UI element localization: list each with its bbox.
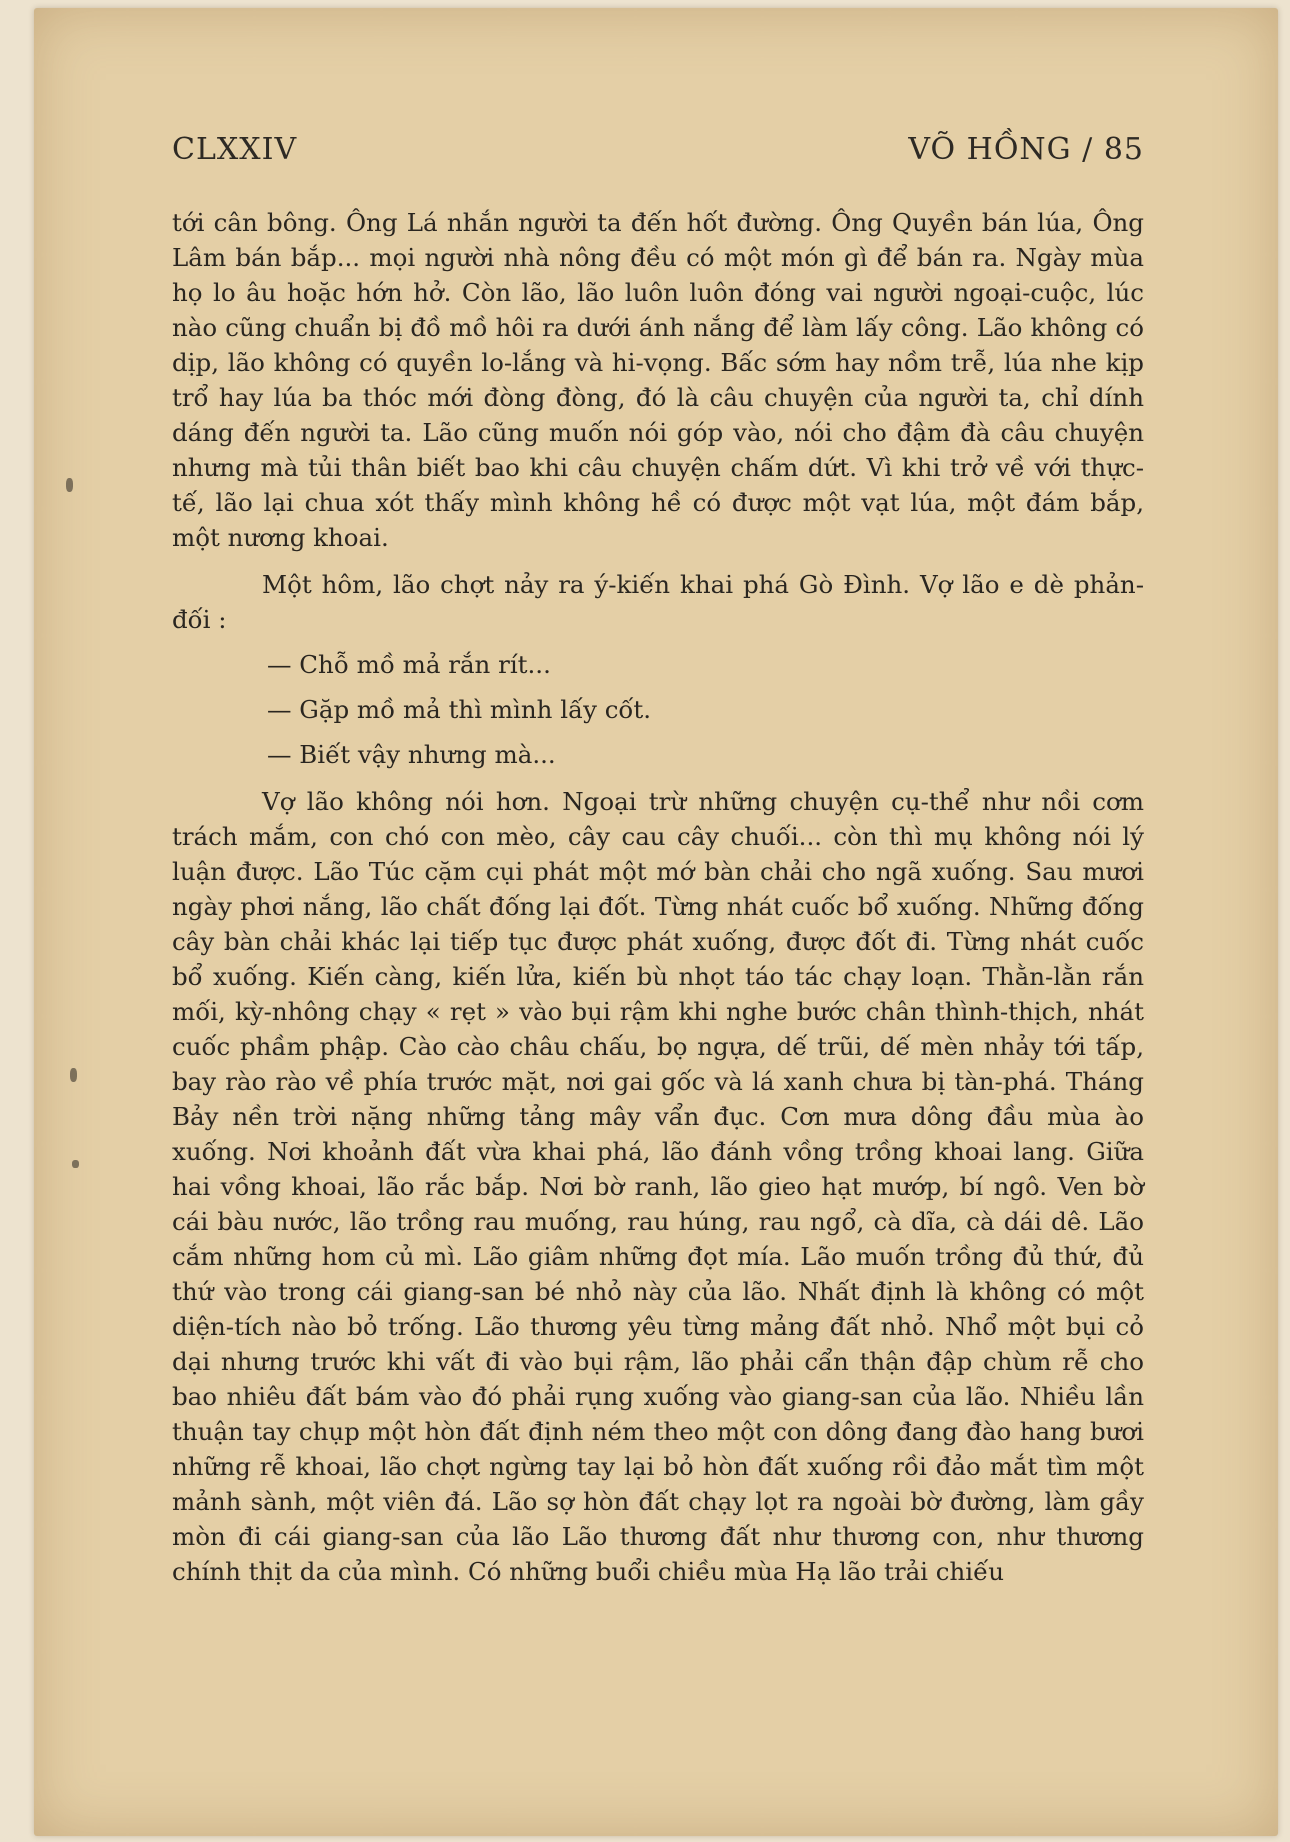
page-header — [172, 132, 1144, 176]
dialogue-line: — Gặp mồ mả thì mình lấy cốt. — [267, 695, 652, 724]
author-page-number: VÕ HỒNG / 85 — [908, 132, 1144, 167]
dialogue-line: — Biết vậy nhưng mà... — [267, 740, 556, 769]
ink-spot — [70, 1068, 77, 1082]
ink-spot — [66, 478, 73, 492]
volume-number: CLXXIV — [172, 132, 298, 167]
dialogue-line: — Chỗ mồ mả rắn rít... — [267, 650, 551, 679]
ink-spot — [72, 1160, 79, 1168]
paragraph: tới cân bông. Ông Lá nhắn người ta đến hốt đường. Ông Quyền bán lúa, Ông Lâm bán bắp... mọi người nhà nông đều có một món gì để bán ra. Ngày mùa họ lo âu hoặc hớn hở. Còn lão, lão luôn luôn đóng vai người ngoại-cuộc, lúc nào cũng chuẩn bị đồ mồ hôi ra dưới ánh nắng để làm lấy công. Lão không có dịp, lão không có quyền lo-lắng và hi-vọng. Bấc sớm hay nồm trễ, lúa nhe kịp trổ hay lúa ba thóc mới đòng đòng, đó là câu chuyện của người ta, chỉ dính dáng đến người ta. Lão cũng muốn nói góp vào, nói cho đậm đà câu chuyện nhưng mà tủi thân biết bao khi câu chuyện chấm dứt. Vì khi trở về với thực-tế, lão lại chua xót thấy mình không hề có được một vạt lúa, một đám bắp, một nương khoai. — [172, 208, 1144, 552]
paragraph: Vợ lão không nói hơn. Ngoại trừ những chuyện cụ-thể như nồi cơm trách mắm, con chó con mèo, cây cau cây chuối... còn thì mụ không nói lý luận được. Lão Túc cặm cụi phát một mớ bàn chải cho ngã xuống. Sau mươi ngày phơi nắng, lão chất đống lại đốt. Từng nhát cuốc bổ xuống. Những đống cây bàn chải khác lại tiếp tục được phát xuống, được đốt đi. Từng nhát cuốc bổ xuống. Kiến càng, kiến lửa, kiến bù nhọt táo tác chạy loạn. Thằn-lằn rắn mối, kỳ-nhông chạy « rẹt » vào bụi rậm khi nghe bước chân thình-thịch, nhát cuốc phầm phập. Cào cào châu chấu, bọ ngựa, dế trũi, dế mèn nhảy tới tấp, bay rào rào về phía trước mặt, nơi gai gốc và lá xanh chưa bị tàn-phá. Tháng Bảy nền trời nặng những tảng mây vẩn đục. Cơn mưa dông đầu mùa ào xuống. Nơi khoảnh đất vừa khai phá, lão đánh vồng trồng khoai lang. Giữa hai vồng khoai, lão rắc bắp. Nơi bờ ranh, lão gieo hạt mướp, bí ngô. Ven bờ cái bàu nước, lão trồng rau muống, rau húng, rau ngổ, cà dĩa, cà dái dê. Lão cắm những hom củ mì. Lão giâm những đọt mía. Lão muốn trồng đủ thứ, đủ thứ vào trong cái giang-san bé nhỏ này của lão. Nhất định là không có một diện-tích nào bỏ trống. Lão thương yêu từng mảng đất nhỏ. Nhổ một bụi cỏ dại nhưng trước khi vất đi vào bụi rậm, lão phải cẩn thận đập chùm rễ cho bao nhiêu đất bám vào đó phải rụng xuống vào giang-san của lão. Nhiều lần thuận tay chụp một hòn đất định ném theo một con dông đang đào hang bươi những rễ khoai, lão chợt ngừng tay lại bỏ hòn đất xuống rồi đảo mắt tìm một mảnh sành, một viên đá. Lão sợ hòn đất chạy lọt ra ngoài bờ đường, làm gầy mòn đi cái giang-san của lão Lão thương đất như thương con, như thương chính thịt da của mình. Có những buổi chiều mùa Hạ lão trải chiếu — [172, 787, 1144, 1586]
page-body — [172, 205, 1144, 1589]
paragraph: Một hôm, lão chợt nảy ra ý-kiến khai phá Gò Đình. Vợ lão e dè phản-đối : — [172, 570, 1144, 634]
